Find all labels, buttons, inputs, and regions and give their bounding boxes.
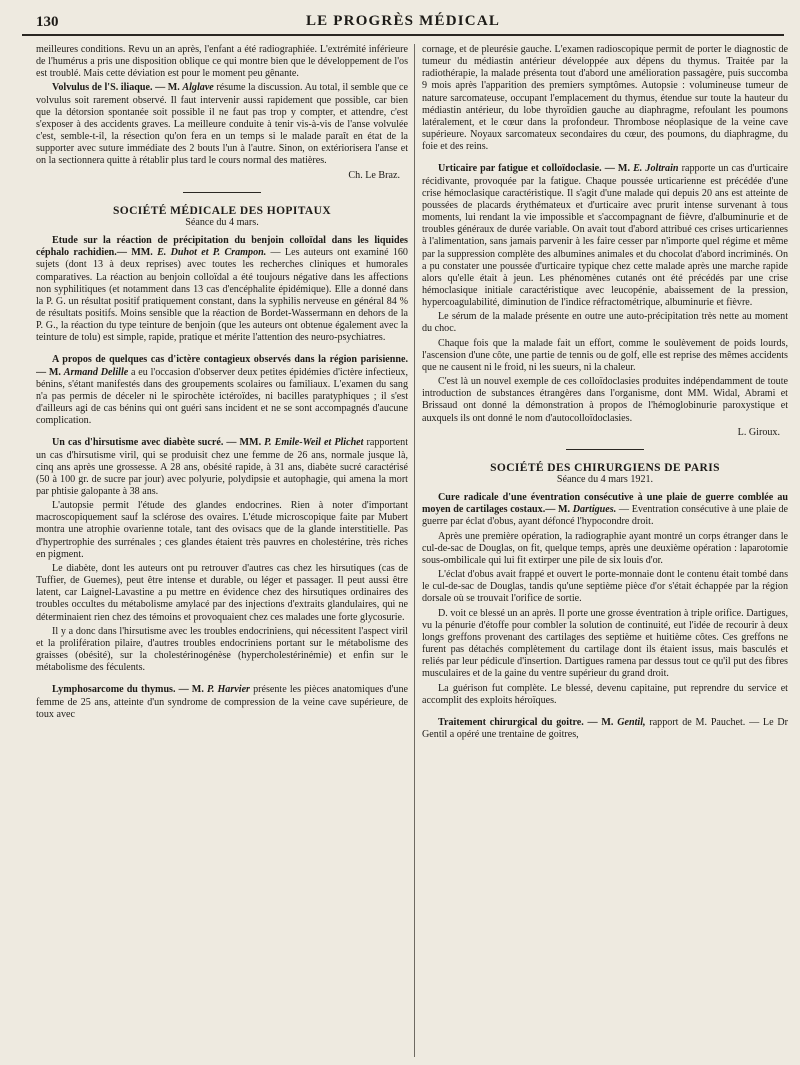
journal-title: LE PROGRÈS MÉDICAL bbox=[305, 13, 501, 29]
article-text: rapportent un cas d'hirsutisme viril, qui se produisit chez une femme de 26 ans, normale jusque là, cinq ans après une grossesse. A 28 ans, obésité rapide, à 31 ans, diabète sucré caractérisé (50 à 100 gr. de sucre par jour) avec polyurie, polydipsie et autophagie, qui amena la mort par phtisie galopante à 38 ans. bbox=[36, 437, 408, 497]
section-title: SOCIÉTÉ DES CHIRURGIENS DE PARIS bbox=[490, 461, 720, 474]
section-date: Séance du 4 mars. bbox=[185, 216, 259, 228]
article-lymphosarcome bbox=[36, 684, 408, 720]
article-benjoin bbox=[36, 235, 408, 344]
author: E. Joltrain bbox=[633, 163, 679, 175]
author: P. Emile-Weil et Plichet bbox=[264, 437, 364, 449]
article-title: Lymphosarcome du thymus. — M. bbox=[52, 684, 204, 696]
article-goitre bbox=[422, 717, 788, 741]
article-title: Un cas d'hirsutisme avec diabète sucré. — MM. bbox=[52, 437, 262, 449]
paragraph: D. voit ce blessé un an après. Il porte une grosse éventration à triple orifice. Dartigues, vu la pénurie d'étoffe pour combler la solution de continuité, eut l'idée de recourir à deux longs greffons provenant des cartilages des septième et huitième côtes. Ces greffons ne furent pas détachés complètement du cartilage dont ils étaient issus, mais basculés et reliés par leur pédicule d'insertion. Dartigues ramena par dessus tout ce qu'il put des fibres musculaires et de la gaine du ventre supérieur du grand droit. bbox=[422, 607, 788, 680]
left-column bbox=[36, 44, 408, 1065]
spacer bbox=[36, 346, 408, 354]
paragraph: L'éclat d'obus avait frappé et ouvert le porte-monnaie dont le contenu était tombé dans le cul-de-sac de Douglas, tandis qu'une septième pièce d'or s'était échappée par la région dorsale où se trouvait l'orifice de sortie. bbox=[422, 569, 788, 605]
article-ictere bbox=[36, 354, 408, 427]
article-volvulus bbox=[36, 82, 408, 167]
spacer bbox=[422, 155, 788, 163]
article-text: présente les pièces anatomiques d'une femme de 25 ans, atteinte d'un syndrome de compression de la veine cave supérieure, de toux avec bbox=[36, 684, 408, 720]
paragraph: Chaque fois que la malade fait un effort, comme le soulèvement de poids lourds, l'ascension d'une côte, une partie de tennis ou de golf, elle est reprise des mêmes accidents que ne causent ni le froid, ni les sueurs, ni la chaleur. bbox=[422, 337, 788, 373]
article-title: A propos de quelques cas d'ictère contagieux observés dans la région parisienne. — M. bbox=[36, 354, 408, 378]
article-title: Volvulus de l'S. iliaque. — M. bbox=[52, 82, 180, 94]
signature: Ch. Le Braz. bbox=[348, 169, 400, 181]
article-text: rapport de M. Pauchet. — Le Dr Gentil a opéré une trentaine de goitres, bbox=[422, 716, 788, 740]
article-text: — Eventration consécutive à une plaie de guerre par éclat d'obus, ayant défoncé l'hypocondre droit. bbox=[422, 504, 788, 528]
section-date: Séance du 4 mars 1921. bbox=[556, 474, 654, 485]
author: Gentil, bbox=[617, 716, 646, 728]
author: E. Duhot et P. Crampon. bbox=[157, 247, 267, 259]
spacer bbox=[36, 676, 408, 684]
paragraph: Le diabète, dont les auteurs ont pu retrouver d'autres cas chez les hirsutiques (cas de Tuffier, de Guemes), peut être intense et durable, ou léger et passager. Il peut aussi être latent, car Laignel-Lavastine a pu mettre en évidence chez des hirsutiques ordinaires des troubles occultes du métabolisme amylacé par des injections d'extraits glandulaires, qui ne déterminaient rien chez des témoins et provoquaient chez ces malades une forte glycosurie. bbox=[36, 562, 408, 623]
paragraph: C'est là un nouvel exemple de ces colloïdoclasies produites indépendamment de toute introduction de substances étrangères dans l'organisme, dont MM. Widal, Abrami et Brissaud ont donné la démonstration à propos de l'hémoglobinurie paroxystique et auxquels ils ont donné le nom d'autocolloïdoclasies. bbox=[422, 376, 788, 424]
paragraph: Il y a donc dans l'hirsutisme avec les troubles endocriniens, qui nécessitent l'aspect viril et la prolifération pilaire, d'autres troubles endocriniens portant sur le métabolisme des graisses (obésité), sur la cholestérinogénèse (hypercholestérinémie) et enfin sur le métabolisme des féculents. bbox=[36, 625, 408, 674]
page-header bbox=[22, 8, 784, 36]
paragraph: Le sérum de la malade présente en outre une auto-précipitation très nette au moment du choc. bbox=[422, 311, 788, 335]
article-title: Urticaire par fatigue et colloïdoclasie. — M. bbox=[438, 163, 630, 175]
article-text: a eu l'occasion d'observer deux petites épidémies d'ictère infectieux, bénins, s'étant manifestés dans des groupements scolaires ou familiaux. L'examen du sang n'a pas permis de déceler ni le spirochète ictéroïdes, ni bacilles paratyphiques ; il s'est d'ailleurs agi de cas bénins qui ont guéri sans incident et ne se sont accompagnés d'aucune complication. bbox=[36, 366, 408, 427]
author: Alglave bbox=[182, 82, 214, 94]
article-text: rapporte un cas d'urticaire récidivante, provoquée par la fatigue. Chaque poussée urticarienne est précédée d'une crise hémoclasique caractéristique. Il s'agit d'une malade qui depuis 20 ans est atteinte de poussées de placards érythémateux et d'urticaire avec prurit intense survenant à tous moments, lui rendant la vie impossible et s'accompagnant de fièvre, d'albuminurie et de troubles généraux de durée variable. On avait tout d'abord attribué ces crises urticariennes à l'alimentation, sans jamais parvenir à les faire cesser par n'importe quel régime et même par la suppression complète des albumines animales et du chocolat d'abord incriminés. On a pu constater une poussée d'urticaire typique chez cette malade après une marche rapide alors qu'elle était à jeun. Les phénomènes cutanés ont été précédés par une crise hémoclasique initiale caractéristique avec leucopénie, abaissement de la pression, hypercoagulabilité, diminution de l'indice réfractométrique, albuminurie et fièvre. bbox=[422, 163, 788, 309]
article-title: Etude sur la réaction de précipitation du benjoin colloïdal dans les liquides céphalo rachidien.— MM. bbox=[36, 235, 408, 259]
spacer bbox=[422, 709, 788, 717]
paragraph: L'autopsie permit l'étude des glandes endocrines. Rien à noter d'important macroscopiquement sauf la sclérose des ovaires. L'étude microscopique faite par Mubert montra une atrophie ovarienne totale, tant des ovisacs que de la glande interstitielle. Pas d'hypertrophie des surrénales ; ces glandes étaient très pauvres en cholestérine, très riches en pigment. bbox=[36, 500, 408, 560]
separator bbox=[183, 192, 261, 193]
paragraph: cornage, et de pleurésie gauche. L'examen radioscopique permit de porter le diagnostic de tumeur du médiastin antérieur développée aux dépens du thymus. Traitée par la radiothérapie, la malade présenta tout d'abord une amélioration passagère, puis succomba 9 mois après l'apparition des premiers symptômes. Autopsie : volumineuse tumeur de nature sarcomateuse, occupant l'emplacement du thymus, étendue sur toute la hauteur du médiastin antérieur, du lobe thyroïdien gauche au diaphragme, refoulant les poumons latéralement, et le cœur dans la profondeur. Thrombose néoplasique de la veine cave supérieure. Noyaux sarcomateux secondaires du cœur, des poumons, du diaphragme, du foie et des reins. bbox=[422, 44, 788, 153]
article-eventration bbox=[422, 492, 788, 528]
page-number: 130 bbox=[36, 14, 59, 30]
article-title: Cure radicale d'une éventration consécutive à une plaie de guerre comblée au moyen de cartilages costaux.— M. bbox=[422, 492, 788, 516]
signature: L. Giroux. bbox=[737, 426, 780, 438]
paragraph: La guérison fut complète. Le blessé, devenu capitaine, put reprendre du service et accomplit des exploits héroïques. bbox=[422, 682, 788, 706]
spacer bbox=[36, 429, 408, 437]
article-urticaire bbox=[422, 163, 788, 309]
separator bbox=[566, 449, 644, 450]
author: Armand Delille bbox=[63, 366, 129, 378]
section-title: SOCIÉTÉ MÉDICALE DES HOPITAUX bbox=[112, 204, 332, 217]
author: P. Harvier bbox=[206, 684, 250, 696]
article-title: Traitement chirurgical du goitre. — M. bbox=[438, 716, 614, 728]
paragraph: meilleures conditions. Revu un an après, l'enfant a été radiographiée. L'extrémité inférieure de l'humérus a pris une disposition oblique ce qui montre bien que le développement de l'os est troublé. Mais cette déviation est pour le moment peu gênante. bbox=[36, 44, 408, 80]
article-text: — Les auteurs ont examiné 160 sujets (dont 13 à deux reprises) avec toutes les recherches cliniques et humorales comparatives. La réaction au benjoin colloïdal a été toujours négative dans les affections non syphilitiques (et notamment dans 13 cas d'encéphalite épidémique). Elle a donné dans la P. G. un résultat positif pratiquement constant, dans la syphilis nerveuse en général 84 % de résultats positifs. Moins sensible que la réaction de Bordet-Wassermann en dehors de la P. G., la réaction du type teinture de benjoin (que les auteurs ont obtenue également avec la teinture de tolu) est simple, rapide, pratique et mérite l'attention des neuro-psychiatres. bbox=[36, 247, 408, 344]
right-column bbox=[422, 44, 788, 1065]
author: Dartigues. bbox=[572, 504, 617, 516]
paragraph: Après une première opération, la radiographie ayant montré un corps étranger dans le cul-de-sac de Douglas, on fit, quelque temps, après une deuxième opération : laparotomie sous-ombilicale qui lui fit extirper une pile de six louis d'or. bbox=[422, 530, 788, 566]
column-divider bbox=[414, 44, 415, 1057]
article-hirsutisme bbox=[36, 437, 408, 498]
article-text: résume la discussion. Au total, il semble que ce volvulus soit rarement observé. Il faut intervenir aussi rapidement que possible, car bien que la détorsion spontanée soit possible il ne faut pas trop y compter, et attendre, c'est s'exposer à des accidents graves. La meilleure conduite à tenir vis-à-vis de l'anse volvulée c'est, semble-t-il, la résection qu'on fera en un temps si le malade paraît en état de la supporter avec suture immédiate des 2 bouts l'un à l'autre. Sinon, on extériorisera l'anse et on la sectionnera quitte à rétablir plus tard le cours normal des matières. bbox=[36, 82, 408, 167]
